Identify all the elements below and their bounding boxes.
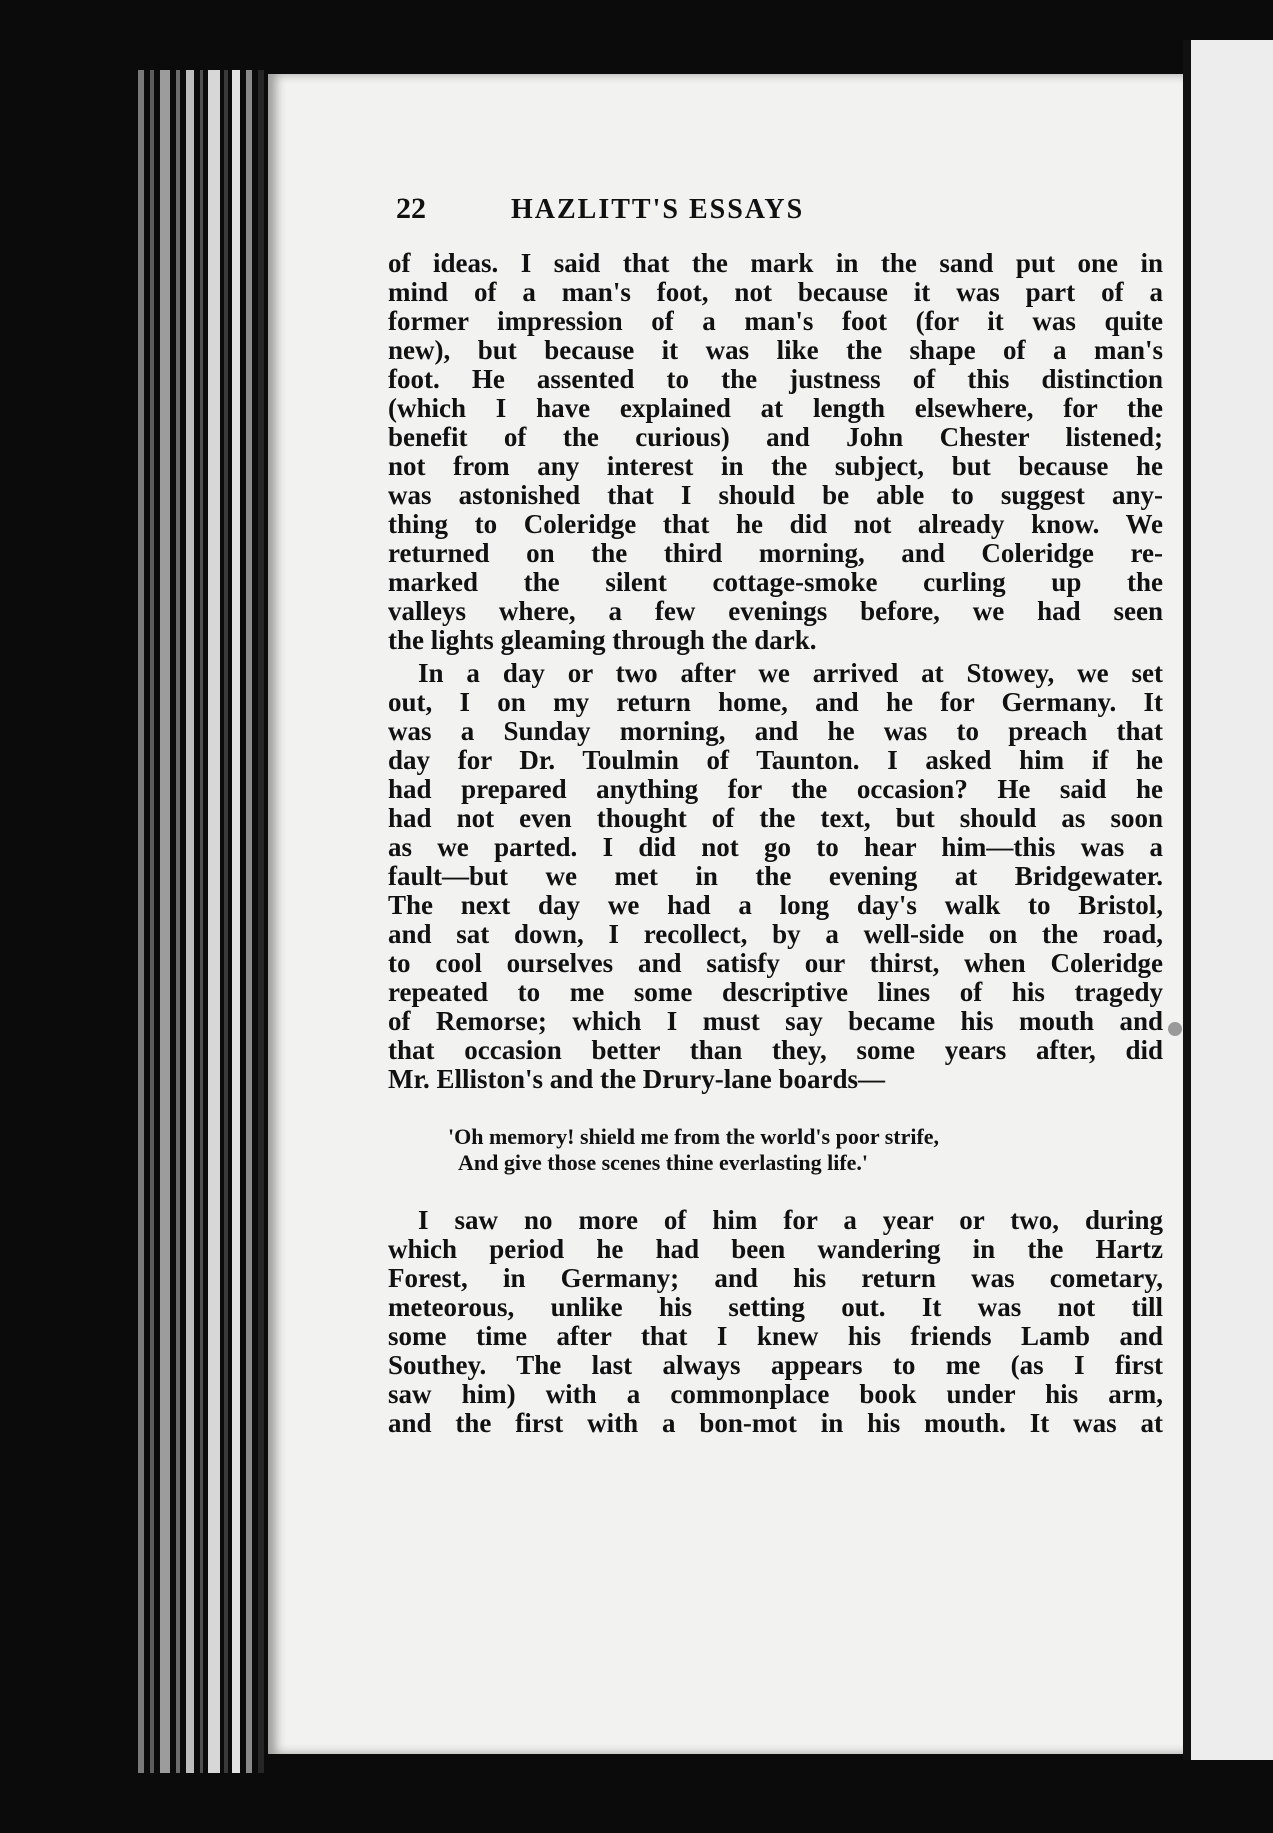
text-line: saw him) with a commonplace book under his arm, [388, 1379, 1163, 1409]
book-edge [246, 70, 252, 1773]
paragraph [388, 1206, 1163, 1438]
book-edge [200, 70, 203, 1773]
text-line: as we parted. I did not go to hear him—this was a [388, 832, 1163, 862]
text-line: of ideas. I said that the mark in the sand put one in [388, 248, 1163, 278]
quote-line: 'Oh memory! shield me from the world's poor strife, [448, 1124, 940, 1149]
text-line: valleys where, a few evenings before, we had seen [388, 596, 1163, 626]
essay-text [388, 249, 1163, 1438]
paragraph [388, 249, 1163, 655]
book-edge [176, 70, 180, 1773]
text-line: returned on the third morning, and Coleridge re- [388, 538, 1163, 568]
text-line: repeated to me some descriptive lines of his tragedy [388, 977, 1163, 1007]
text-line: had not even thought of the text, but should as soon [388, 803, 1163, 833]
text-line: out, I on my return home, and he for Germany. It [388, 687, 1163, 717]
text-line: that occasion better than they, some years after, did [388, 1035, 1163, 1065]
page-header [396, 192, 1156, 232]
text-line: mind of a man's foot, not because it was part of a [388, 277, 1163, 307]
book-edge [138, 70, 144, 1773]
text-line: I saw no more of him for a year or two, during [418, 1205, 1163, 1235]
text-line: Mr. Elliston's and the Drury-lane boards— [388, 1064, 886, 1094]
text-line: the lights gleaming through the dark. [388, 625, 817, 655]
book-edge [224, 70, 228, 1773]
text-line: fault—but we met in the evening at Bridgewater. [388, 861, 1163, 891]
book-edge [160, 70, 170, 1773]
page-gutter [1183, 40, 1191, 1760]
ink-spot [1168, 1022, 1182, 1036]
text-line: had prepared anything for the occasion? He said he [388, 774, 1163, 804]
book-edge [258, 70, 264, 1773]
text-line: which period he had been wandering in the Hartz [388, 1234, 1163, 1264]
text-line: new), but because it was like the shape of a man's [388, 335, 1163, 365]
text-line: some time after that I knew his friends Lamb and [388, 1321, 1163, 1351]
paragraph [388, 659, 1163, 1094]
text-line: thing to Coleridge that he did not already know. We [388, 509, 1163, 539]
text-line: Southey. The last always appears to me (as I first [388, 1350, 1163, 1380]
block-quote [448, 1124, 1118, 1176]
text-line: foot. He assented to the justness of this distinction [388, 364, 1163, 394]
text-line: benefit of the curious) and John Chester listened; [388, 422, 1163, 452]
book-edge [208, 70, 220, 1773]
text-line: was astonished that I should be able to suggest any- [388, 480, 1163, 510]
quote-line: And give those scenes thine everlasting life.' [458, 1150, 869, 1175]
running-title: HAZLITT'S ESSAYS [511, 194, 805, 225]
text-line: and the first with a bon-mot in his mouth. It was at [388, 1408, 1163, 1438]
text-line: Forest, in Germany; and his return was cometary, [388, 1263, 1163, 1293]
text-line: was a Sunday morning, and he was to preach that [388, 716, 1163, 746]
text-line: marked the silent cottage-smoke curling up the [388, 567, 1163, 597]
text-line: (which I have explained at length elsewhere, for the [388, 393, 1163, 423]
book-edge [186, 70, 194, 1773]
text-line: of Remorse; which I must say became his mouth and [388, 1006, 1163, 1036]
next-page-sliver [1191, 40, 1273, 1760]
text-line: and sat down, I recollect, by a well-side on the road, [388, 919, 1163, 949]
text-line: to cool ourselves and satisfy our thirst, when Coleridge [388, 948, 1163, 978]
text-line: The next day we had a long day's walk to Bristol, [388, 890, 1163, 920]
text-line: day for Dr. Toulmin of Taunton. I asked him if he [388, 745, 1163, 775]
book-page [268, 74, 1183, 1754]
book-edge [150, 70, 154, 1773]
page-number: 22 [396, 192, 426, 225]
text-line: former impression of a man's foot (for it was quite [388, 306, 1163, 336]
text-line: meteorous, unlike his setting out. It was not till [388, 1292, 1163, 1322]
text-line: In a day or two after we arrived at Stowey, we set [418, 658, 1163, 688]
text-line: not from any interest in the subject, but because he [388, 451, 1163, 481]
book-edge [232, 70, 240, 1773]
